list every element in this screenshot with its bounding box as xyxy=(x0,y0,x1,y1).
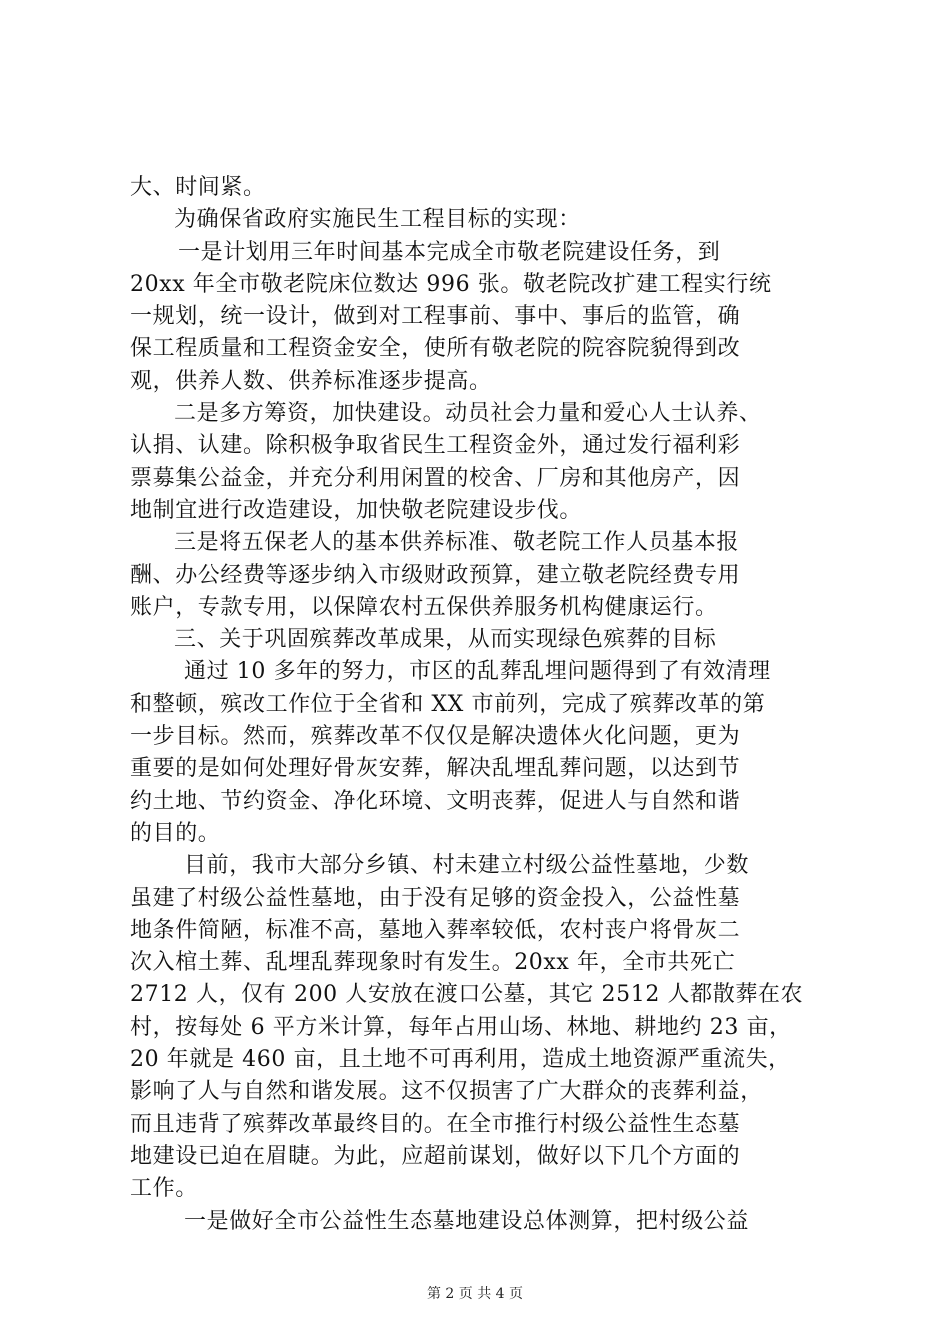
text-line: 三、关于巩固殡葬改革成果，从而实现绿色殡葬的目标 xyxy=(174,627,717,653)
text-line: 约土地、节约资金、净化环境、文明丧葬，促进人与自然和谐 xyxy=(130,788,741,814)
text-line: 三是将五保老人的基本供养标准、敬老院工作人员基本报 xyxy=(174,530,740,556)
text-line: 工作。 xyxy=(130,1176,198,1202)
text-line: 地条件简陋，标准不高，墓地入葬率较低，农村丧户将骨灰二 xyxy=(130,917,741,943)
text-line: 通过 10 多年的努力，市区的乱葬乱埋问题得到了有效清理 xyxy=(184,659,771,685)
text-line: 村，按每处 6 平方米计算，每年占用山场、林地、耕地约 23 亩， xyxy=(130,1014,792,1040)
text-line: 票募集公益金，并充分利用闲置的校舍、厂房和其他房产，因 xyxy=(130,465,741,491)
text-line: 一是计划用三年时间基本完成全市敬老院建设任务，到 xyxy=(178,239,721,265)
text-line: 和整顿，殡改工作位于全省和 XX 市前列，完成了殡葬改革的第 xyxy=(130,691,766,717)
text-line: 20 年就是 460 亩，且土地不可再利用，造成土地资源严重流失， xyxy=(130,1047,791,1073)
text-line: 酬、办公经费等逐步纳入市级财政预算，建立敬老院经费专用 xyxy=(130,562,741,588)
text-line: 观，供养人数、供养标准逐步提高。 xyxy=(130,368,492,394)
text-line: 认捐、认建。除积极争取省民生工程资金外，通过发行福利彩 xyxy=(130,433,741,459)
text-line: 影响了人与自然和谐发展。这不仅损害了广大群众的丧葬利益， xyxy=(130,1079,763,1105)
document-body xyxy=(130,172,830,1238)
text-line: 一是做好全市公益性生态墓地建设总体测算，把村级公益 xyxy=(184,1208,750,1234)
page-footer: 第 2 页 共 4 页 xyxy=(426,1286,524,1302)
text-line: 目前，我市大部分乡镇、村未建立村级公益性墓地，少数 xyxy=(184,853,750,879)
text-line: 保工程质量和工程资金安全，使所有敬老院的院容院貌得到改 xyxy=(130,336,741,362)
text-line: 重要的是如何处理好骨灰安葬，解决乱埋乱葬问题，以达到节 xyxy=(130,756,741,782)
text-line: 二是多方筹资，加快建设。动员社会力量和爱心人士认养、 xyxy=(174,401,762,427)
text-line: 地建设已迫在眉睫。为此，应超前谋划，做好以下几个方面的 xyxy=(130,1143,741,1169)
text-line: 的目的。 xyxy=(130,820,221,846)
text-line: 虽建了村级公益性墓地，由于没有足够的资金投入，公益性墓 xyxy=(130,885,741,911)
text-line: 而且违背了殡葬改革最终目的。在全市推行村级公益性生态墓 xyxy=(130,1111,741,1137)
text-line: 2712 人，仅有 200 人安放在渡口公墓，其它 2512 人都散葬在农 xyxy=(130,982,804,1008)
text-line: 大、时间紧。 xyxy=(130,175,266,200)
text-line: 地制宜进行改造建设，加快敬老院建设步伐。 xyxy=(130,497,583,523)
text-line: 账户，专款专用，以保障农村五保供养服务机构健康运行。 xyxy=(130,594,718,620)
text-line: 20xx 年全市敬老院床位数达 996 张。敬老院改扩建工程实行统 xyxy=(130,271,772,297)
text-line: 一步目标。然而，殡葬改革不仅仅是解决遗体火化问题，更为 xyxy=(130,724,741,750)
text-line: 为确保省政府实施民生工程目标的实现： xyxy=(174,207,581,233)
text-line: 一规划，统一设计，做到对工程事前、事中、事后的监管，确 xyxy=(130,304,741,330)
text-line: 次入棺土葬、乱埋乱葬现象时有发生。20xx 年，全市共死亡 xyxy=(130,950,736,976)
